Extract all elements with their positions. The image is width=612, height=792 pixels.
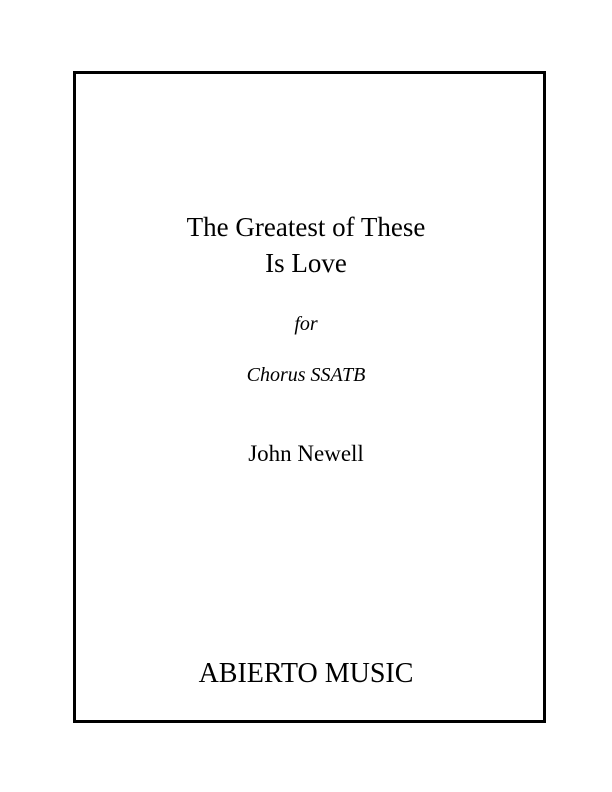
title-line-1: The Greatest of These <box>186 212 426 242</box>
for-label: for <box>294 313 318 335</box>
publisher-name: ABIERTO MUSIC <box>198 658 414 689</box>
cover-border-frame <box>73 71 546 723</box>
voicing-label: Chorus SSATB <box>246 364 366 386</box>
composer-name: John Newell <box>248 441 364 466</box>
title-line-2: Is Love <box>265 248 347 278</box>
